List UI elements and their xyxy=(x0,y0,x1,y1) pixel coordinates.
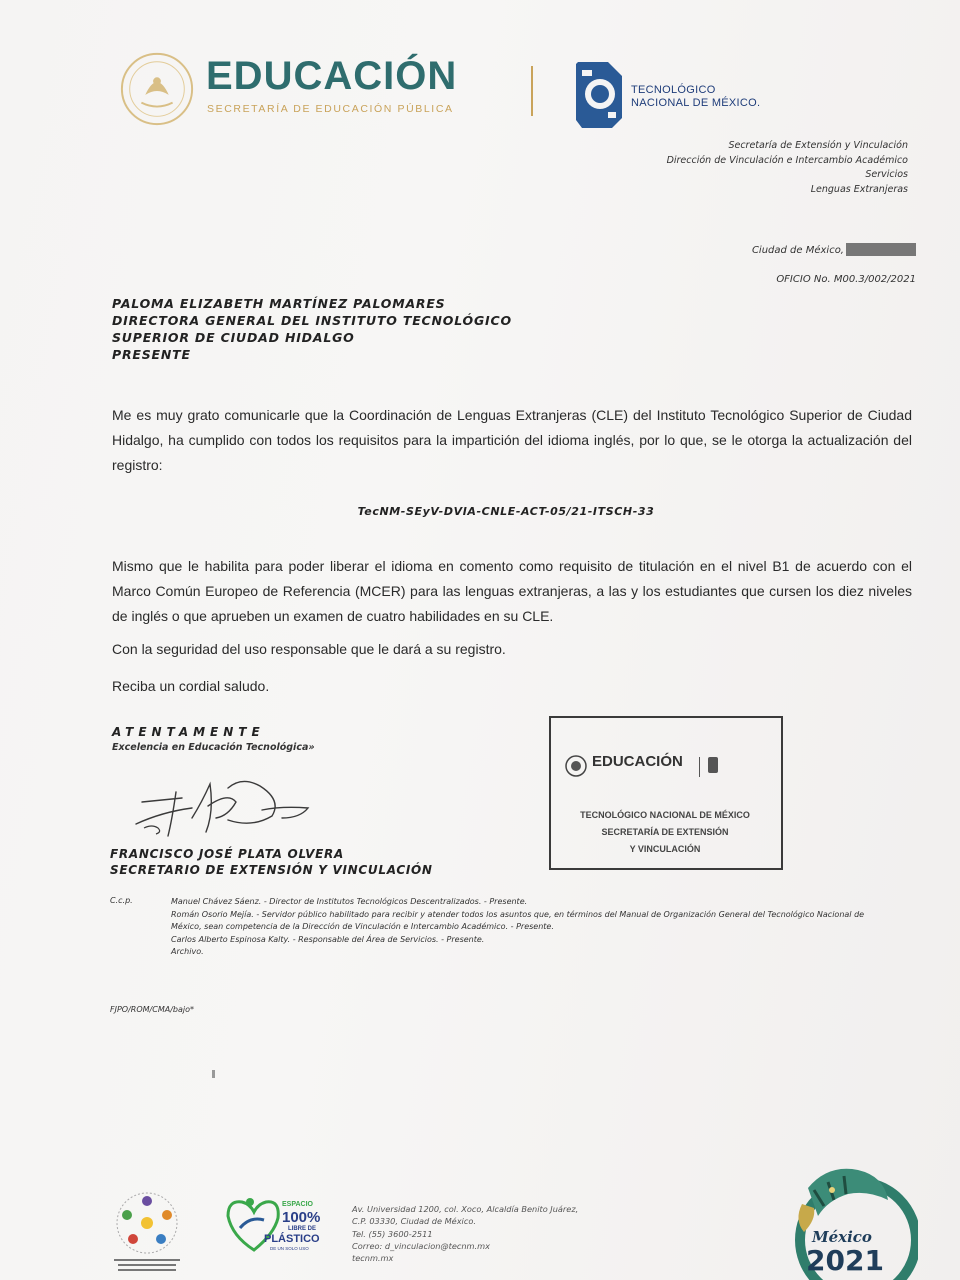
national-seal-icon xyxy=(118,50,196,128)
letter-body xyxy=(112,403,912,478)
footer-address xyxy=(352,1203,578,1264)
badge-100: 100% xyxy=(282,1209,321,1226)
address-line: Av. Universidad 1200, col. Xoco, Alcaldía Benito Juárez, xyxy=(352,1204,579,1214)
address-line: Tel. (55) 3600-2511 xyxy=(352,1228,433,1239)
ccp-line: Carlos Alberto Espinosa Kalty. - Responsable del Área de Servicios. - Presente. xyxy=(171,934,485,944)
stamp-line: Y VINCULACIÓN xyxy=(629,844,701,854)
oficio-number: OFICIO No. M00.3/002/2021 xyxy=(776,274,916,285)
addressee-name: PALOMA ELIZABETH MARTÍNEZ PALOMARES xyxy=(112,296,446,311)
body-paragraph: Con la seguridad del uso responsable que le dará a su registro. xyxy=(112,641,506,657)
tecnm-gear-logo-icon xyxy=(572,56,628,132)
stamp-seal-icon xyxy=(564,754,588,778)
dept-line: Dirección de Vinculación e Intercambio Académico xyxy=(666,154,908,166)
body-paragraph: Mismo que le habilita para poder liberar el idioma en comento como requisito de titulación en el nivel B1 de acuerdo con el Marco Común Europeo de Referencia (MCER) para las lenguas extranjeras, a las y los estudiantes que cursen los diez niveles de inglés o que aprueben un examen de cuatro habilidades en su CLE. xyxy=(112,558,912,624)
mexico-text: México xyxy=(812,1228,872,1246)
dept-line: Secretaría de Extensión y Vinculación xyxy=(728,140,908,151)
header-divider xyxy=(531,66,533,116)
ccp-line: México, sean competencia de la Dirección de Vinculación e Intercambio Académico. - Presente. xyxy=(171,922,554,931)
signer-name: FRANCISCO JOSÉ PLATA OLVERA xyxy=(110,847,344,861)
stamp-line: SECRETARÍA DE EXTENSIÓN xyxy=(601,827,729,837)
reference-initials: FJPO/ROM/CMA/bajo* xyxy=(110,1005,194,1014)
department-block xyxy=(667,139,908,197)
addressee-block xyxy=(112,295,512,363)
address-line: Correo: d_vinculacion@tecnm.mx xyxy=(352,1240,490,1251)
ccp-label: C.c.p. xyxy=(110,896,133,905)
body-paragraph: Reciba un cordial saludo. xyxy=(112,678,270,694)
body-paragraph: Me es muy grato comunicarle que la Coordinación de Lenguas Extranjeras (CLE) del Instituto Tecnológico Superior de Ciudad Hidalgo, ha cumplido con todos los requisitos para la impartición del idioma inglés, por lo que, se le otorga la actualización del registro: xyxy=(112,407,912,473)
address-line: tecnm.mx xyxy=(352,1253,394,1264)
addressee-presente: PRESENTE xyxy=(112,347,191,362)
signer-title: SECRETARIO DE EXTENSIÓN Y VINCULACIÓN xyxy=(110,863,433,877)
stamp-tecnm-icon xyxy=(707,756,719,774)
brand-logo-text: EDUCACIÓN xyxy=(206,54,458,98)
badge-plastico: PLÁSTICO xyxy=(264,1233,320,1245)
ccp-line: Román Osorio Mejía. - Servidor público habilitado para recibir y atender todos los asuntos que, en términos del Manual de Organización General del Tecnológico Nacional de xyxy=(171,909,865,919)
tecnm-logo-text xyxy=(631,84,760,110)
ccp-line: Archivo. xyxy=(171,947,204,956)
ccp-line: Manuel Chávez Sáenz. - Director de Institutos Tecnológicos Descentralizados. - Presente. xyxy=(171,897,528,906)
atentamente: ATENTAMENTE xyxy=(112,725,265,739)
year-text: 2021 xyxy=(806,1244,884,1277)
dept-line: Servicios xyxy=(865,169,908,180)
signer-block xyxy=(110,846,433,878)
badge-espacio: ESPACIO xyxy=(282,1201,313,1208)
dept-line: Lenguas Extranjeras xyxy=(810,183,908,195)
brand-logo-subtitle: SECRETARÍA DE EDUCACIÓN PÚBLICA xyxy=(207,103,454,115)
page-mark xyxy=(212,1070,215,1078)
badge-uso: DE UN SOLO USO xyxy=(270,1246,309,1251)
addressee-title: DIRECTORA GENERAL DEL INSTITUTO TECNOLÓGICO xyxy=(112,313,512,328)
addressee-title: SUPERIOR DE CIUDAD HIDALGO xyxy=(112,330,355,345)
tecnm-line-2: NACIONAL DE MÉXICO. xyxy=(631,97,761,109)
stamp-text xyxy=(550,807,780,858)
address-line: C.P. 03330, Ciudad de México. xyxy=(352,1216,476,1227)
handwritten-signature xyxy=(132,772,317,842)
badge-libre: LIBRE DE xyxy=(288,1226,317,1232)
stamp-brand: EDUCACIÓN xyxy=(592,753,683,770)
stamp-divider xyxy=(699,757,700,777)
ccp-list xyxy=(171,896,921,959)
motto: Excelencia en Educación Tecnológica» xyxy=(112,742,315,753)
tecnm-line-1: TECNOLÓGICO xyxy=(631,84,716,96)
place-date xyxy=(752,243,916,256)
stamp-line: TECNOLÓGICO NACIONAL DE MÉXICO xyxy=(580,810,750,820)
registration-number: TecNM-SEyV-DVIA-CNLE-ACT-05/21-ITSCH-33 xyxy=(357,505,655,518)
equality-certification-logo-icon xyxy=(108,1183,186,1275)
redacted-date xyxy=(846,243,916,256)
plastic-free-logo-icon xyxy=(220,1194,330,1256)
letter-body-2 xyxy=(112,554,912,629)
feathered-serpent-2021-logo-icon xyxy=(788,1160,918,1280)
place-date-text: Ciudad de México, xyxy=(751,245,844,256)
